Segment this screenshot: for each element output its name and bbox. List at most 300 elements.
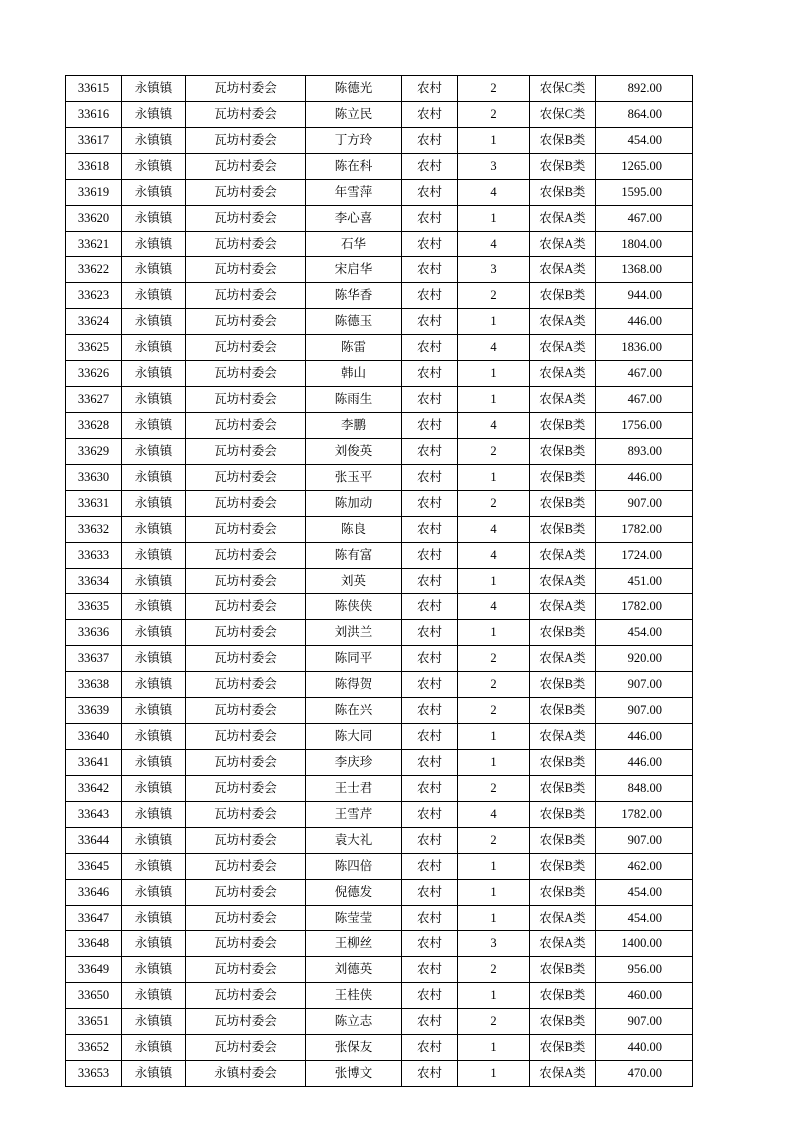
cell-village-committee: 瓦坊村委会 — [186, 179, 306, 205]
cell-count: 2 — [458, 283, 530, 309]
cell-count: 1 — [458, 361, 530, 387]
cell-village-committee: 瓦坊村委会 — [186, 905, 306, 931]
cell-insurance-category: 农保B类 — [530, 412, 596, 438]
table-row — [66, 646, 693, 672]
cell-person-name: 刘俊英 — [306, 438, 402, 464]
table-row — [66, 672, 693, 698]
cell-household-type: 农村 — [402, 464, 458, 490]
cell-household-type: 农村 — [402, 542, 458, 568]
cell-person-name: 陈德光 — [306, 76, 402, 102]
table-row — [66, 1035, 693, 1061]
cell-amount: 446.00 — [596, 724, 693, 750]
cell-record-id: 33642 — [66, 775, 122, 801]
cell-count: 4 — [458, 801, 530, 827]
cell-town: 永镇镇 — [122, 646, 186, 672]
cell-town: 永镇镇 — [122, 464, 186, 490]
cell-household-type: 农村 — [402, 309, 458, 335]
cell-amount: 446.00 — [596, 464, 693, 490]
cell-count: 3 — [458, 931, 530, 957]
cell-record-id: 33636 — [66, 620, 122, 646]
cell-village-committee: 瓦坊村委会 — [186, 1035, 306, 1061]
cell-insurance-category: 农保B类 — [530, 672, 596, 698]
cell-village-committee: 瓦坊村委会 — [186, 101, 306, 127]
cell-amount: 907.00 — [596, 490, 693, 516]
table-body — [66, 76, 693, 1087]
cell-town: 永镇镇 — [122, 879, 186, 905]
cell-amount: 454.00 — [596, 127, 693, 153]
cell-person-name: 陈德玉 — [306, 309, 402, 335]
cell-amount: 920.00 — [596, 646, 693, 672]
table-row — [66, 153, 693, 179]
table-row — [66, 335, 693, 361]
cell-insurance-category: 农保B类 — [530, 179, 596, 205]
cell-record-id: 33634 — [66, 568, 122, 594]
cell-record-id: 33631 — [66, 490, 122, 516]
cell-record-id: 33625 — [66, 335, 122, 361]
cell-town: 永镇镇 — [122, 568, 186, 594]
cell-household-type: 农村 — [402, 672, 458, 698]
cell-village-committee: 瓦坊村委会 — [186, 438, 306, 464]
table-row — [66, 361, 693, 387]
cell-person-name: 陈立志 — [306, 1009, 402, 1035]
cell-record-id: 33639 — [66, 698, 122, 724]
cell-amount: 462.00 — [596, 853, 693, 879]
cell-village-committee: 瓦坊村委会 — [186, 387, 306, 413]
cell-count: 2 — [458, 672, 530, 698]
cell-household-type: 农村 — [402, 257, 458, 283]
cell-count: 1 — [458, 620, 530, 646]
cell-town: 永镇镇 — [122, 231, 186, 257]
cell-amount: 454.00 — [596, 879, 693, 905]
cell-town: 永镇镇 — [122, 620, 186, 646]
cell-insurance-category: 农保B类 — [530, 283, 596, 309]
cell-amount: 1782.00 — [596, 516, 693, 542]
cell-person-name: 刘洪兰 — [306, 620, 402, 646]
table-row — [66, 516, 693, 542]
cell-amount: 892.00 — [596, 76, 693, 102]
cell-household-type: 农村 — [402, 853, 458, 879]
cell-village-committee: 瓦坊村委会 — [186, 698, 306, 724]
cell-household-type: 农村 — [402, 231, 458, 257]
cell-town: 永镇镇 — [122, 594, 186, 620]
cell-insurance-category: 农保B类 — [530, 749, 596, 775]
cell-amount: 1782.00 — [596, 801, 693, 827]
cell-village-committee: 瓦坊村委会 — [186, 205, 306, 231]
cell-record-id: 33623 — [66, 283, 122, 309]
cell-count: 2 — [458, 827, 530, 853]
cell-count: 1 — [458, 568, 530, 594]
cell-insurance-category: 农保B类 — [530, 879, 596, 905]
cell-count: 1 — [458, 879, 530, 905]
cell-household-type: 农村 — [402, 412, 458, 438]
table-row — [66, 827, 693, 853]
cell-village-committee: 瓦坊村委会 — [186, 620, 306, 646]
cell-record-id: 33649 — [66, 957, 122, 983]
table-row — [66, 309, 693, 335]
cell-household-type: 农村 — [402, 438, 458, 464]
cell-amount: 907.00 — [596, 827, 693, 853]
cell-household-type: 农村 — [402, 724, 458, 750]
cell-amount: 907.00 — [596, 698, 693, 724]
cell-insurance-category: 农保A类 — [530, 205, 596, 231]
cell-village-committee: 瓦坊村委会 — [186, 853, 306, 879]
cell-household-type: 农村 — [402, 516, 458, 542]
cell-village-committee: 瓦坊村委会 — [186, 957, 306, 983]
cell-insurance-category: 农保A类 — [530, 905, 596, 931]
cell-record-id: 33630 — [66, 464, 122, 490]
table-row — [66, 724, 693, 750]
cell-amount: 470.00 — [596, 1061, 693, 1087]
cell-insurance-category: 农保A类 — [530, 361, 596, 387]
cell-town: 永镇镇 — [122, 749, 186, 775]
cell-household-type: 农村 — [402, 1035, 458, 1061]
cell-town: 永镇镇 — [122, 672, 186, 698]
cell-insurance-category: 农保B类 — [530, 801, 596, 827]
cell-village-committee: 瓦坊村委会 — [186, 257, 306, 283]
cell-village-committee: 瓦坊村委会 — [186, 153, 306, 179]
cell-insurance-category: 农保B类 — [530, 464, 596, 490]
cell-person-name: 陈立民 — [306, 101, 402, 127]
cell-insurance-category: 农保B类 — [530, 983, 596, 1009]
cell-village-committee: 瓦坊村委会 — [186, 76, 306, 102]
cell-town: 永镇镇 — [122, 153, 186, 179]
cell-insurance-category: 农保B类 — [530, 775, 596, 801]
cell-person-name: 陈侠侠 — [306, 594, 402, 620]
cell-count: 1 — [458, 853, 530, 879]
cell-town: 永镇镇 — [122, 801, 186, 827]
cell-person-name: 丁方玲 — [306, 127, 402, 153]
cell-record-id: 33641 — [66, 749, 122, 775]
cell-insurance-category: 农保B类 — [530, 698, 596, 724]
cell-household-type: 农村 — [402, 490, 458, 516]
cell-person-name: 张保友 — [306, 1035, 402, 1061]
cell-amount: 440.00 — [596, 1035, 693, 1061]
cell-person-name: 韩山 — [306, 361, 402, 387]
cell-person-name: 陈华香 — [306, 283, 402, 309]
cell-count: 2 — [458, 76, 530, 102]
cell-count: 4 — [458, 516, 530, 542]
cell-amount: 1265.00 — [596, 153, 693, 179]
cell-amount: 1756.00 — [596, 412, 693, 438]
cell-insurance-category: 农保B类 — [530, 153, 596, 179]
table-row — [66, 879, 693, 905]
cell-village-committee: 瓦坊村委会 — [186, 283, 306, 309]
cell-town: 永镇镇 — [122, 724, 186, 750]
cell-town: 永镇镇 — [122, 853, 186, 879]
cell-town: 永镇镇 — [122, 931, 186, 957]
cell-amount: 467.00 — [596, 387, 693, 413]
cell-record-id: 33644 — [66, 827, 122, 853]
cell-insurance-category: 农保A类 — [530, 257, 596, 283]
cell-insurance-category: 农保B类 — [530, 957, 596, 983]
cell-insurance-category: 农保A类 — [530, 335, 596, 361]
cell-person-name: 张玉平 — [306, 464, 402, 490]
cell-insurance-category: 农保A类 — [530, 387, 596, 413]
cell-record-id: 33627 — [66, 387, 122, 413]
cell-town: 永镇镇 — [122, 438, 186, 464]
cell-village-committee: 瓦坊村委会 — [186, 749, 306, 775]
cell-count: 4 — [458, 542, 530, 568]
cell-village-committee: 瓦坊村委会 — [186, 568, 306, 594]
cell-village-committee: 永镇村委会 — [186, 1061, 306, 1087]
table-row — [66, 775, 693, 801]
cell-count: 2 — [458, 646, 530, 672]
cell-count: 1 — [458, 464, 530, 490]
cell-record-id: 33629 — [66, 438, 122, 464]
cell-insurance-category: 农保B类 — [530, 827, 596, 853]
cell-record-id: 33615 — [66, 76, 122, 102]
cell-count: 1 — [458, 205, 530, 231]
cell-count: 4 — [458, 594, 530, 620]
cell-amount: 893.00 — [596, 438, 693, 464]
cell-record-id: 33637 — [66, 646, 122, 672]
cell-amount: 1724.00 — [596, 542, 693, 568]
cell-count: 1 — [458, 309, 530, 335]
cell-village-committee: 瓦坊村委会 — [186, 646, 306, 672]
cell-person-name: 李心喜 — [306, 205, 402, 231]
cell-insurance-category: 农保B类 — [530, 127, 596, 153]
cell-town: 永镇镇 — [122, 1035, 186, 1061]
cell-count: 2 — [458, 957, 530, 983]
cell-count: 2 — [458, 101, 530, 127]
cell-amount: 1595.00 — [596, 179, 693, 205]
cell-village-committee: 瓦坊村委会 — [186, 490, 306, 516]
cell-insurance-category: 农保A类 — [530, 594, 596, 620]
cell-count: 1 — [458, 749, 530, 775]
cell-person-name: 石华 — [306, 231, 402, 257]
cell-record-id: 33648 — [66, 931, 122, 957]
cell-household-type: 农村 — [402, 568, 458, 594]
cell-person-name: 陈得贺 — [306, 672, 402, 698]
cell-town: 永镇镇 — [122, 335, 186, 361]
cell-village-committee: 瓦坊村委会 — [186, 464, 306, 490]
cell-town: 永镇镇 — [122, 179, 186, 205]
cell-town: 永镇镇 — [122, 827, 186, 853]
cell-person-name: 陈在兴 — [306, 698, 402, 724]
cell-amount: 1368.00 — [596, 257, 693, 283]
cell-amount: 467.00 — [596, 361, 693, 387]
cell-insurance-category: 农保A类 — [530, 309, 596, 335]
cell-village-committee: 瓦坊村委会 — [186, 542, 306, 568]
table-row — [66, 387, 693, 413]
cell-count: 1 — [458, 1061, 530, 1087]
cell-record-id: 33643 — [66, 801, 122, 827]
cell-amount: 467.00 — [596, 205, 693, 231]
table-row — [66, 412, 693, 438]
cell-amount: 1836.00 — [596, 335, 693, 361]
table-row — [66, 983, 693, 1009]
cell-count: 1 — [458, 983, 530, 1009]
cell-record-id: 33640 — [66, 724, 122, 750]
cell-insurance-category: 农保A类 — [530, 231, 596, 257]
cell-amount: 446.00 — [596, 749, 693, 775]
cell-town: 永镇镇 — [122, 1061, 186, 1087]
cell-record-id: 33621 — [66, 231, 122, 257]
cell-town: 永镇镇 — [122, 542, 186, 568]
cell-person-name: 王士君 — [306, 775, 402, 801]
cell-village-committee: 瓦坊村委会 — [186, 309, 306, 335]
cell-household-type: 农村 — [402, 101, 458, 127]
cell-person-name: 陈雷 — [306, 335, 402, 361]
cell-town: 永镇镇 — [122, 775, 186, 801]
cell-record-id: 33628 — [66, 412, 122, 438]
cell-person-name: 倪德发 — [306, 879, 402, 905]
cell-village-committee: 瓦坊村委会 — [186, 724, 306, 750]
cell-town: 永镇镇 — [122, 490, 186, 516]
table-row — [66, 905, 693, 931]
cell-village-committee: 瓦坊村委会 — [186, 516, 306, 542]
table-row — [66, 490, 693, 516]
cell-town: 永镇镇 — [122, 127, 186, 153]
cell-amount: 956.00 — [596, 957, 693, 983]
cell-person-name: 袁大礼 — [306, 827, 402, 853]
cell-record-id: 33620 — [66, 205, 122, 231]
cell-record-id: 33619 — [66, 179, 122, 205]
cell-town: 永镇镇 — [122, 905, 186, 931]
cell-count: 4 — [458, 335, 530, 361]
table-row — [66, 205, 693, 231]
cell-town: 永镇镇 — [122, 101, 186, 127]
cell-village-committee: 瓦坊村委会 — [186, 879, 306, 905]
cell-insurance-category: 农保B类 — [530, 853, 596, 879]
cell-person-name: 陈同平 — [306, 646, 402, 672]
table-row — [66, 1061, 693, 1087]
cell-insurance-category: 农保B类 — [530, 516, 596, 542]
cell-person-name: 刘德英 — [306, 957, 402, 983]
cell-insurance-category: 农保A类 — [530, 724, 596, 750]
cell-count: 1 — [458, 1035, 530, 1061]
cell-count: 3 — [458, 153, 530, 179]
cell-count: 2 — [458, 698, 530, 724]
cell-town: 永镇镇 — [122, 361, 186, 387]
cell-person-name: 张博文 — [306, 1061, 402, 1087]
cell-household-type: 农村 — [402, 594, 458, 620]
cell-person-name: 陈大同 — [306, 724, 402, 750]
table-row — [66, 283, 693, 309]
cell-village-committee: 瓦坊村委会 — [186, 127, 306, 153]
cell-person-name: 陈加动 — [306, 490, 402, 516]
cell-town: 永镇镇 — [122, 412, 186, 438]
cell-insurance-category: 农保A类 — [530, 542, 596, 568]
cell-amount: 454.00 — [596, 620, 693, 646]
table-row — [66, 438, 693, 464]
cell-record-id: 33638 — [66, 672, 122, 698]
cell-household-type: 农村 — [402, 827, 458, 853]
cell-record-id: 33626 — [66, 361, 122, 387]
cell-record-id: 33633 — [66, 542, 122, 568]
cell-household-type: 农村 — [402, 335, 458, 361]
cell-household-type: 农村 — [402, 801, 458, 827]
cell-person-name: 李庆珍 — [306, 749, 402, 775]
cell-amount: 907.00 — [596, 672, 693, 698]
cell-count: 4 — [458, 412, 530, 438]
cell-amount: 1804.00 — [596, 231, 693, 257]
cell-town: 永镇镇 — [122, 957, 186, 983]
cell-person-name: 年雪萍 — [306, 179, 402, 205]
cell-record-id: 33650 — [66, 983, 122, 1009]
cell-amount: 907.00 — [596, 1009, 693, 1035]
table-row — [66, 542, 693, 568]
table-row — [66, 801, 693, 827]
cell-person-name: 陈有富 — [306, 542, 402, 568]
cell-person-name: 李鹏 — [306, 412, 402, 438]
cell-count: 1 — [458, 387, 530, 413]
cell-town: 永镇镇 — [122, 76, 186, 102]
cell-town: 永镇镇 — [122, 205, 186, 231]
cell-village-committee: 瓦坊村委会 — [186, 412, 306, 438]
cell-amount: 944.00 — [596, 283, 693, 309]
cell-count: 1 — [458, 724, 530, 750]
cell-town: 永镇镇 — [122, 283, 186, 309]
cell-record-id: 33635 — [66, 594, 122, 620]
cell-insurance-category: 农保B类 — [530, 1035, 596, 1061]
cell-amount: 446.00 — [596, 309, 693, 335]
cell-count: 2 — [458, 775, 530, 801]
cell-count: 3 — [458, 257, 530, 283]
cell-household-type: 农村 — [402, 879, 458, 905]
cell-count: 2 — [458, 490, 530, 516]
cell-insurance-category: 农保A类 — [530, 646, 596, 672]
cell-insurance-category: 农保B类 — [530, 438, 596, 464]
cell-village-committee: 瓦坊村委会 — [186, 335, 306, 361]
cell-village-committee: 瓦坊村委会 — [186, 931, 306, 957]
cell-household-type: 农村 — [402, 957, 458, 983]
cell-count: 4 — [458, 231, 530, 257]
cell-insurance-category: 农保B类 — [530, 1009, 596, 1035]
table-row — [66, 568, 693, 594]
cell-count: 2 — [458, 438, 530, 464]
cell-village-committee: 瓦坊村委会 — [186, 775, 306, 801]
table-row — [66, 101, 693, 127]
cell-amount: 460.00 — [596, 983, 693, 1009]
cell-amount: 1782.00 — [596, 594, 693, 620]
cell-record-id: 33645 — [66, 853, 122, 879]
cell-household-type: 农村 — [402, 179, 458, 205]
cell-insurance-category: 农保B类 — [530, 490, 596, 516]
cell-household-type: 农村 — [402, 620, 458, 646]
cell-person-name: 陈四倍 — [306, 853, 402, 879]
cell-record-id: 33617 — [66, 127, 122, 153]
cell-insurance-category: 农保C类 — [530, 76, 596, 102]
cell-household-type: 农村 — [402, 749, 458, 775]
cell-amount: 864.00 — [596, 101, 693, 127]
cell-town: 永镇镇 — [122, 309, 186, 335]
cell-insurance-category: 农保B类 — [530, 620, 596, 646]
cell-record-id: 33647 — [66, 905, 122, 931]
cell-insurance-category: 农保A类 — [530, 931, 596, 957]
cell-household-type: 农村 — [402, 361, 458, 387]
cell-person-name: 陈良 — [306, 516, 402, 542]
cell-insurance-category: 农保C类 — [530, 101, 596, 127]
cell-household-type: 农村 — [402, 76, 458, 102]
cell-count: 1 — [458, 127, 530, 153]
table-row — [66, 853, 693, 879]
table-row — [66, 76, 693, 102]
benefits-table — [65, 75, 693, 1087]
table-row — [66, 594, 693, 620]
cell-amount: 454.00 — [596, 905, 693, 931]
cell-amount: 848.00 — [596, 775, 693, 801]
cell-village-committee: 瓦坊村委会 — [186, 361, 306, 387]
cell-amount: 451.00 — [596, 568, 693, 594]
cell-town: 永镇镇 — [122, 983, 186, 1009]
table-row — [66, 749, 693, 775]
cell-village-committee: 瓦坊村委会 — [186, 672, 306, 698]
cell-household-type: 农村 — [402, 775, 458, 801]
cell-household-type: 农村 — [402, 283, 458, 309]
cell-person-name: 王桂侠 — [306, 983, 402, 1009]
cell-insurance-category: 农保A类 — [530, 1061, 596, 1087]
